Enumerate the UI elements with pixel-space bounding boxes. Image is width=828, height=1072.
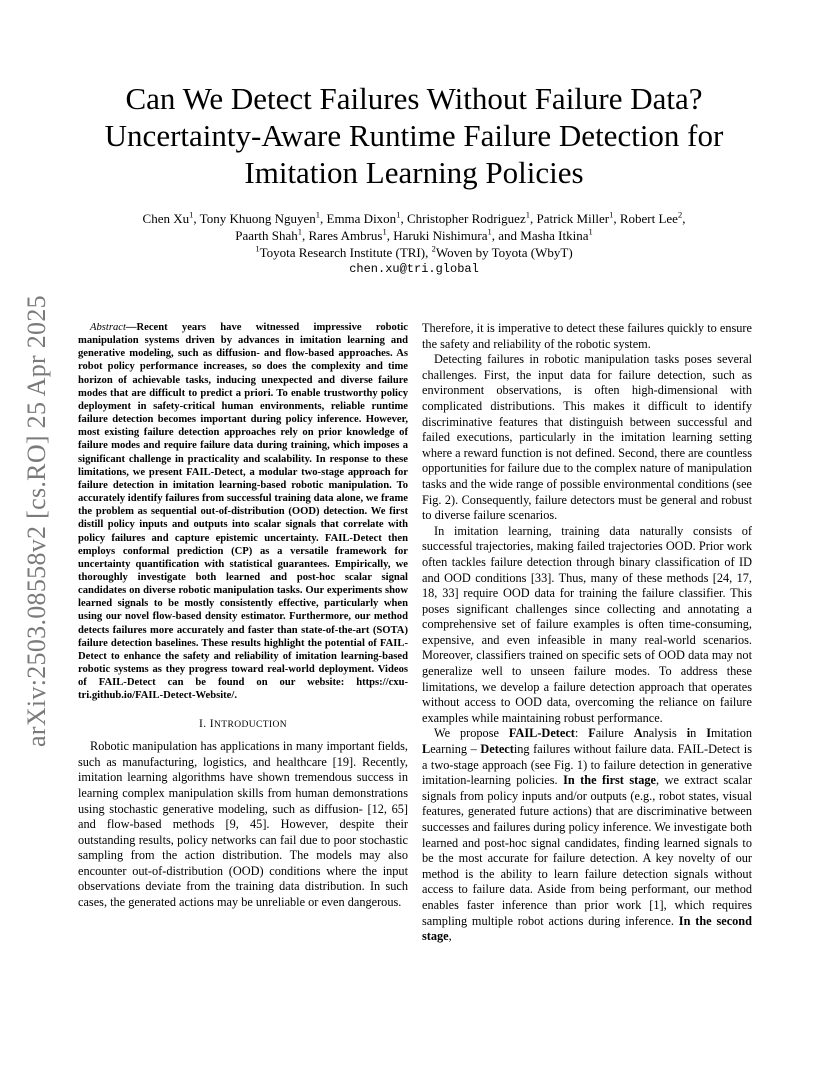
text-run: mitation	[711, 726, 752, 741]
text-run: ailure	[595, 726, 634, 741]
author-separator: ,	[400, 211, 407, 226]
author-affiliation-mark: 1	[588, 226, 593, 237]
abstract-label: Abstract	[90, 322, 126, 333]
abstract	[78, 321, 408, 703]
section-number: I.	[198, 717, 210, 730]
bold-run: In the second stage	[422, 913, 752, 944]
text-run: n	[690, 726, 707, 741]
bold-run: FAIL-Detect	[508, 726, 575, 741]
title-line-2: Uncertainty-Aware Runtime Failure Detection for	[104, 118, 724, 153]
affiliation-text: Woven by Toyota (WbyT)	[435, 245, 573, 260]
arxiv-identifier	[22, 285, 52, 757]
intro-paragraph-4: In imitation learning, training data naturally consists of successful trajectories, making failed trajectories OOD. Prior work often tackles failure detection through binary classification of ID and OOD conditions [33]. Thus, many of these methods [24, 17, 18, 33] require OOD data for training the failure classifier. This poses significant challenges since collecting and annotating a comprehensive set of failure examples is often time-consuming, expensive, and even infeasible in many real-world scenarios. Moreover, classifiers trained on specific sets of OOD data may not generalize well to unseen failure modes. To address these limitations, we develop a failure detection approach that operates without access to OOD data, overcoming the reliance on failure examples while maintaining robust performance.	[422, 523, 752, 725]
abstract-text: —Recent years have witnessed impressive robotic manipulation systems driven by advances in imitation learning and generative modeling, such as diffusion- and flow-based approaches. As robot policy performance increases, so does the complexity and time horizon of achievable tasks, inducing unexpected and diverse failure modes that are difficult to predict a priori. To enable trustworthy policy deployment in safety-critical human environments, reliable runtime failure detection becomes important during policy inference. However, most existing failure detection approaches rely on prior knowledge of failure modes and require failure data during training, which imposes a significant challenge in practicality and scalability. In response to these limitations, we present FAIL-Detect, a modular two-stage approach for failure detection in imitation learning-based robotic manipulation. To accurately identify failures from successful training data alone, we frame the problem as sequential out-of-distribution (OOD) detection. We first distill policy inputs and outputs into scalar signals that correlate with policy failures and capture epistemic uncertainty. FAIL-Detect then employs conformal prediction (CP) as a versatile framework for uncertainty quantification with statistical guarantees. Empirically, we thoroughly investigate both learned and post-hoc scalar signal candidates on diverse robotic manipulation tasks. Our experiments show learned signals to be mostly consistently effective, particularly when using our novel flow-based density estimator. Furthermore, our method detects failures more accurately and faster than state-of-the-art (SOTA) failure detection baselines. These results highlight the potential of FAIL-Detect to enhance the safety and reliability of imitation learning-based robotic systems as they progress toward real-world deployment. Videos of FAIL-Detect can be found on our website: https://cxu-tri.github.io/FAIL-Detect-Website/.	[78, 322, 408, 702]
title-line-1: Can We Detect Failures Without Failure Data?	[125, 81, 703, 116]
intro-paragraph-5	[422, 726, 752, 944]
author-separator: ,	[193, 211, 200, 226]
author-affiliation-mark: 2	[677, 209, 683, 220]
author-name: Chen Xu	[142, 211, 190, 226]
paper-title	[80, 80, 748, 191]
authors-line-1	[72, 210, 756, 227]
author-block	[72, 210, 756, 278]
section-title-initial: I	[209, 717, 214, 730]
text-run: earning –	[430, 742, 481, 757]
author-name: Haruki Nishimura	[393, 228, 488, 243]
affiliation-mark: 2	[431, 243, 436, 254]
bold-run: A	[633, 726, 643, 741]
author-email: chen.xu@tri.global	[349, 262, 479, 276]
text-run: nalysis	[642, 726, 687, 741]
author-name: Masha Itkina	[520, 228, 589, 243]
author-affiliation-mark: 1	[609, 209, 614, 220]
author-separator: ,	[613, 211, 620, 226]
bold-run: Detect	[480, 742, 514, 757]
intro-paragraph-3: Detecting failures in robotic manipulation tasks poses several challenges. First, the input data for failure detection, such as environment observations, is often high-dimensional with complicated distributions. This makes it difficult to identify discriminative features that distinguish between successful and failed executions, particularly in the imitation learning setting where a reward function is not defined. Second, there are countless opportunities for failure due to the complex nature of manipulation tasks and the wide range of possible environmental conditions (see Fig. 2). Consequently, failure detectors must be general and robust to diverse failure scenarios.	[422, 352, 752, 523]
intro-paragraph-2: Therefore, it is imperative to detect these failures quickly to ensure the safety and reliability of the robotic system.	[422, 321, 752, 351]
author-name: Rares Ambrus	[308, 228, 383, 243]
author-affiliation-mark: 1	[396, 209, 401, 220]
affiliation-text: Toyota Research Institute (TRI),	[259, 245, 432, 260]
author-separator: ,	[301, 228, 309, 243]
section-title-rest: NTRODUCTION	[214, 719, 288, 730]
author-separator: ,	[529, 211, 537, 226]
author-affiliation-mark: 1	[525, 209, 530, 220]
intro-paragraph-1: Robotic manipulation has applications in many important fields, such as manufacturing, logistics, and healthcare [19]. Recently, imitation learning algorithms have shown tremendous success in learning complex manipulation skills from human demonstrations using stochastic generative modeling, such as diffusion- [12, 65] and flow-based methods [9, 45]. However, despite their outstanding results, policy networks can fail due to poor stochastic sampling from the action distribution. The models may also encounter out-of-distribution (OOD) conditions where the input observations deviate from the training data distribution. In such cases, the generated actions may be unreliable or even dangerous.	[78, 739, 408, 910]
section-heading-introduction	[78, 717, 408, 734]
author-name: Patrick Miller	[536, 211, 610, 226]
author-separator: , and	[491, 228, 521, 243]
author-separator: ,	[320, 211, 327, 226]
author-name: Robert Lee	[619, 211, 678, 226]
text-run: We propose	[434, 726, 509, 741]
authors-line-2	[72, 227, 756, 244]
author-name: Christopher Rodriguez	[406, 211, 526, 226]
author-separator: ,	[386, 228, 394, 243]
bold-run: L	[422, 742, 431, 757]
author-name: Emma Dixon	[326, 211, 397, 226]
bold-run: I	[706, 726, 711, 741]
title-line-3: Imitation Learning Policies	[244, 155, 584, 190]
arxiv-identifier-text: arXiv:2503.08558v2 [cs.RO] 25 Apr 2025	[22, 295, 52, 747]
text-run: ,	[448, 929, 452, 944]
bold-run: i	[686, 726, 691, 741]
bold-run: In the first stage	[563, 773, 657, 788]
affiliations	[72, 244, 756, 261]
affiliation-mark: 1	[255, 243, 260, 254]
text-run: :	[574, 726, 589, 741]
author-name: Tony Khuong Nguyen	[199, 211, 316, 226]
author-affiliation-mark: 1	[189, 209, 194, 220]
text-run: , we extract scalar signals from policy inputs and/or outputs (e.g., robot states, visual features, generated future actions) that are discriminative between successes and failures during policy inference. We investigate both learned and post-hoc signal candidates, finding learned signals to be the most accurate for failure detection. A key novelty of our method is the ability to learn failure detection signals without access to failure data. Aside from being performant, our method enables faster inference than prior work [1], which requires sampling multiple robot actions during inference.	[422, 773, 752, 928]
author-name: Paarth Shah	[235, 228, 298, 243]
author-affiliation-mark: 1	[297, 226, 302, 237]
author-affiliation-mark: 1	[487, 226, 492, 237]
right-column	[422, 321, 752, 945]
author-affiliation-mark: 1	[382, 226, 387, 237]
text-run: ing failures without failure data. FAIL-Detect is a two-stage approach (see Fig. 1) to failure detection in generative imitation-learning policies.	[422, 742, 752, 788]
author-affiliation-mark: 1	[315, 209, 320, 220]
bold-run: F	[588, 726, 596, 741]
author-separator: ,	[682, 211, 686, 226]
left-column	[78, 321, 408, 911]
